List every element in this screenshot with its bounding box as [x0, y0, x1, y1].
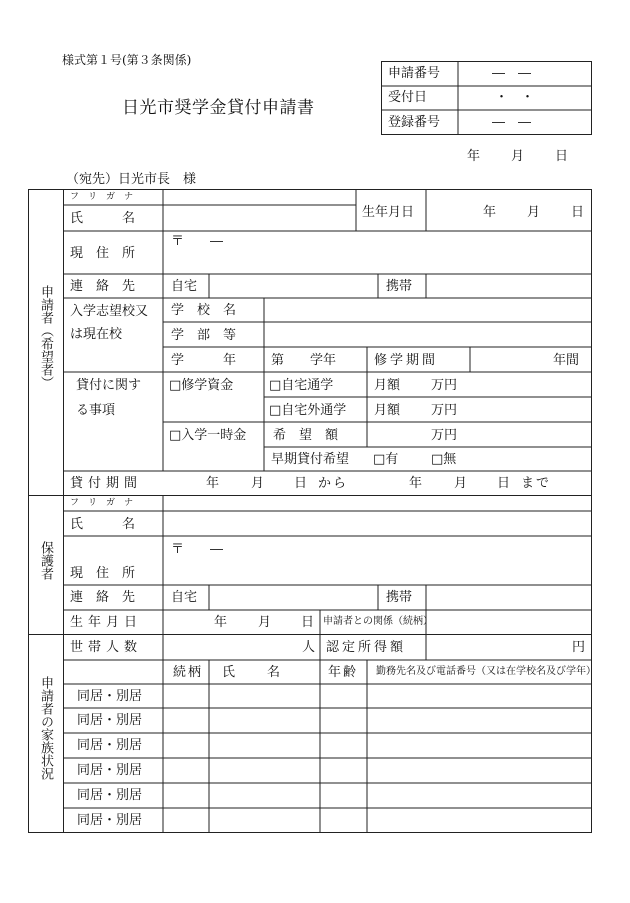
home-commute-checkbox[interactable]: □自宅通学: [269, 378, 334, 393]
loan-to-month[interactable]: 月: [454, 476, 468, 491]
desired-amount-yen[interactable]: 万円: [431, 428, 458, 443]
desired-amount-label: 希 望 額: [273, 428, 339, 443]
grade-label: 学 年: [171, 353, 237, 368]
certified-income-label: 認定所得額: [326, 640, 407, 655]
family-col-relation: 続柄: [173, 665, 204, 680]
application-no-value[interactable]: ― ―: [492, 66, 532, 81]
submit-month[interactable]: 月: [511, 149, 525, 164]
away-commute-checkbox[interactable]: □自宅外通学: [269, 403, 347, 418]
early-loan-yes-checkbox[interactable]: □有: [373, 452, 399, 467]
applicant-section-label: 申請者（希望者）: [38, 285, 53, 389]
faculty-label: 学 部 等: [171, 328, 237, 343]
grade-value-field[interactable]: 第 学年: [271, 353, 337, 368]
guardian-section-label: 保護者: [38, 541, 53, 580]
loan-to-year[interactable]: 年: [409, 476, 423, 491]
guardian-furigana-label: フ リ ガ ナ: [70, 498, 134, 508]
guardian-birth-month[interactable]: 月: [258, 615, 272, 630]
family-row-6[interactable]: 同居・別居: [77, 813, 143, 828]
guardian-contact-label: 連 絡 先: [70, 590, 136, 605]
household-persons-field[interactable]: 人: [302, 640, 316, 655]
applicant-birth-day[interactable]: 日: [571, 205, 585, 220]
guardian-birth-day[interactable]: 日: [301, 615, 315, 630]
guardian-name-label: 氏 名: [70, 517, 136, 532]
applicant-name-label: 氏 名: [70, 211, 136, 226]
certified-income-field[interactable]: 円: [572, 640, 586, 655]
early-loan-label: 早期貸付希望: [271, 452, 350, 467]
family-row-3[interactable]: 同居・別居: [77, 738, 143, 753]
guardian-birth-year[interactable]: 年: [214, 615, 228, 630]
monthly-yen-1[interactable]: 万円: [431, 378, 458, 393]
early-loan-no-checkbox[interactable]: □無: [431, 452, 457, 467]
monthly-amount-label-2: 月額: [374, 403, 401, 418]
guardian-postal-field[interactable]: 〒 ―: [171, 542, 224, 557]
applicant-birth-month[interactable]: 月: [527, 205, 541, 220]
family-row-4[interactable]: 同居・別居: [77, 763, 143, 778]
family-row-2[interactable]: 同居・別居: [77, 713, 143, 728]
study-fund-checkbox[interactable]: □修学資金: [169, 378, 234, 393]
school-label-line2: は現在校: [70, 327, 123, 342]
applicant-home-label: 自宅: [171, 279, 198, 294]
form-title: 日光市奨学金貸付申請書: [122, 98, 315, 118]
registration-no-value[interactable]: ― ―: [492, 115, 532, 130]
monthly-yen-2[interactable]: 万円: [431, 403, 458, 418]
family-row-5[interactable]: 同居・別居: [77, 788, 143, 803]
form-number: 様式第１号(第３条関係): [62, 53, 192, 67]
applicant-address-label: 現 住 所: [70, 246, 136, 261]
loan-to-label: まで: [521, 476, 552, 491]
loan-from-label: から: [318, 476, 349, 491]
loan-label-line2: る事項: [76, 403, 116, 418]
study-period-label: 修学期間: [374, 353, 439, 368]
guardian-home-label: 自宅: [171, 590, 198, 605]
family-col-name: 氏 名: [222, 665, 283, 680]
school-label-line1: 入学志望校又: [70, 304, 149, 319]
applicant-name-field[interactable]: [164, 206, 355, 230]
application-no-label: 申請番号: [388, 66, 441, 81]
applicant-furigana-label: フ リ ガ ナ: [70, 192, 134, 202]
school-name-label: 学 校 名: [171, 303, 237, 318]
monthly-amount-label-1: 月額: [374, 378, 401, 393]
loan-from-month[interactable]: 月: [251, 476, 265, 491]
family-col-workplace: 勤務先名及び電話番号（又は在学校名及び学年）: [376, 666, 596, 677]
applicant-postal-field[interactable]: 〒 ―: [171, 234, 224, 249]
applicant-contact-label: 連 絡 先: [70, 279, 136, 294]
family-row-1[interactable]: 同居・別居: [77, 689, 143, 704]
applicant-mobile-label: 携帯: [386, 279, 413, 294]
family-section-label: 申請者の家族状況: [38, 676, 53, 780]
guardian-birthdate-label: 生年月日: [70, 615, 143, 630]
household-count-label: 世帯人数: [70, 640, 143, 655]
guardian-address-label: 現 住 所: [70, 566, 136, 581]
entrance-fund-checkbox[interactable]: □入学一時金: [169, 428, 247, 443]
loan-period-label: 貸付期間: [70, 476, 143, 491]
loan-from-year[interactable]: 年: [206, 476, 220, 491]
addressee: （宛先）日光市長 様: [66, 172, 197, 187]
guardian-mobile-label: 携帯: [386, 590, 413, 605]
applicant-birthdate-label: 生年月日: [362, 205, 415, 220]
registration-no-label: 登録番号: [388, 115, 441, 130]
loan-to-day[interactable]: 日: [497, 476, 511, 491]
submit-day[interactable]: 日: [555, 149, 569, 164]
study-years-field[interactable]: 年間: [553, 353, 580, 368]
received-date-label: 受付日: [388, 90, 428, 105]
loan-label-line1: 貸付に関す: [76, 378, 142, 393]
loan-from-day[interactable]: 日: [294, 476, 308, 491]
family-col-age: 年齢: [328, 665, 359, 680]
submit-year[interactable]: 年: [467, 149, 481, 164]
applicant-birth-year[interactable]: 年: [483, 205, 497, 220]
guardian-relation-label: 申請者との関係（続柄）: [323, 616, 433, 627]
received-date-value[interactable]: ・ ・: [495, 90, 535, 105]
